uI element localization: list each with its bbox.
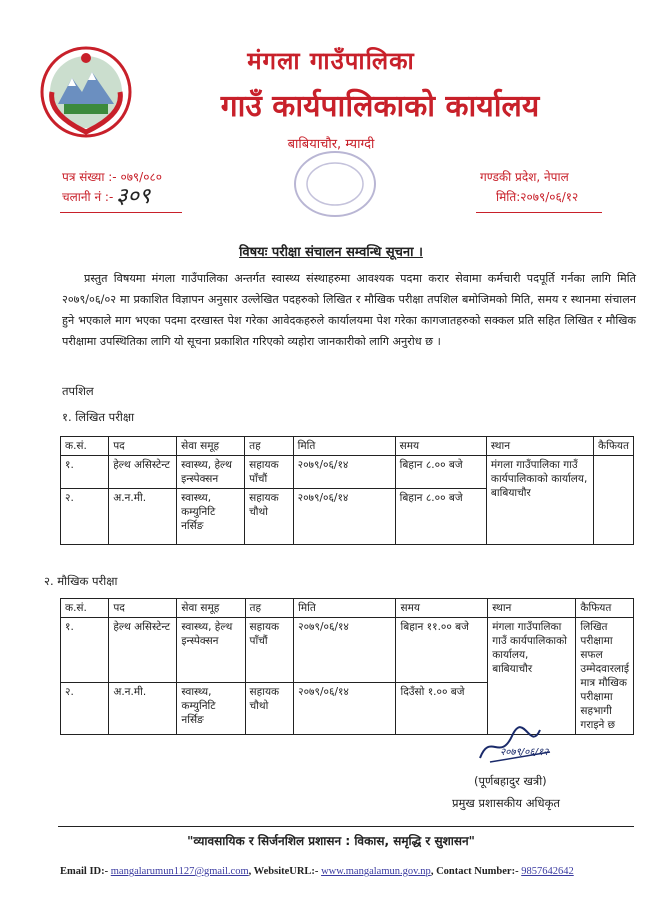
table-header-row [61, 599, 634, 618]
col-group: सेवा समूह [177, 599, 245, 618]
cell-post: अ.न.मी. [109, 489, 177, 545]
cell-post: अ.न.मी. [109, 683, 177, 735]
col-group: सेवा समूह [177, 437, 245, 456]
col-place: स्थान [486, 437, 593, 456]
notice-subject: विषयः परीक्षा संचालन सम्वन्धि सूचना । [239, 245, 423, 260]
tapsil-label: तपशिल [62, 384, 94, 398]
cell-sn: १. [61, 618, 109, 683]
col-level: तह [245, 437, 294, 456]
cell-level: सहायक पाँचौं [245, 456, 294, 489]
cell-sn: २. [61, 683, 109, 735]
col-time: समय [395, 437, 486, 456]
dispatch-number: ३०९ [116, 184, 151, 209]
cell-sn: २. [61, 489, 109, 545]
signatory-name: (पूर्णबहादुर खत्री) [474, 774, 547, 788]
table-row [61, 456, 634, 489]
cell-level: सहायक पाँचौं [245, 618, 294, 683]
footer-rule [58, 826, 634, 827]
header-rule-right [476, 212, 602, 213]
cell-date: २०७९/०६/१४ [293, 456, 395, 489]
footer-slogan: "व्यावसायिक र सिर्जनशिल प्रशासन : विकास, समृद्धि र सुशासन" [187, 834, 475, 848]
cell-group: स्वास्थ्य, कम्युनिटि नर्सिङ [177, 489, 245, 545]
office-stamp [290, 148, 380, 220]
cell-time: दिउँसो १.०० बजे [396, 683, 488, 735]
col-post: पद [109, 599, 177, 618]
cell-time: बिहान ११.०० बजे [396, 618, 488, 683]
notice-body [62, 268, 636, 352]
cell-post: हेल्थ असिस्टेन्ट [109, 456, 177, 489]
signature-date: २०७९/०६/१२ [500, 747, 549, 758]
written-exam-heading: १. लिखित परीक्षा [62, 410, 135, 424]
contact-label: , Contact Number:- [430, 866, 519, 877]
office-address: बाबियाचौर, म्याग्दी [287, 137, 375, 152]
letter-date: मिति:२०७९/०६/१२ [496, 190, 579, 204]
cell-sn: १. [61, 456, 109, 489]
cell-date: २०७९/०६/१४ [294, 683, 396, 735]
oral-exam-table [60, 598, 634, 735]
province: गण्डकी प्रदेश, नेपाल [480, 170, 569, 184]
cell-date: २०७९/०६/१४ [293, 489, 395, 545]
email-link[interactable]: mangalarumun1127@gmail.com [110, 866, 249, 877]
table-row [61, 618, 634, 683]
cell-place: मंगला गाउँपालिका गाउँ कार्यपालिकाको कार्यालय, बाबियाचौर [488, 618, 576, 735]
cell-time: बिहान ८.०० बजे [395, 456, 486, 489]
col-post: पद [109, 437, 177, 456]
cell-group: स्वास्थ्य, हेल्थ इन्स्पेक्सन [177, 618, 245, 683]
cell-post: हेल्थ असिस्टेन्ट [109, 618, 177, 683]
col-date: मिति [294, 599, 396, 618]
email-label: Email ID:- [60, 866, 109, 877]
signatory-title: प्रमुख प्रशासकीय अधिकृत [452, 796, 560, 810]
body-paragraph: प्रस्तुत विषयमा मंगला गाउँपालिका अन्तर्गत स्वास्थ्य संस्थाहरुमा आवश्यक पदमा करार सेवामा कर्मचारी पदपूर्ति गर्नका लागि मिति २०७९/०६/०२ मा प्रकाशित विज्ञापन अनुसार उल्लेखित पदहरुको लिखित र मौखिक परीक्षा तपशिल बमोजिमको मिति, समय र स्थानमा संचालन हुने भएकाले माग भएका पदमा दरखास्त पेश गरेका आवेदकहरुले कार्यालयमा पेश गरेका कागजातहरुको सक्कल प्रति सहित लिखित र मौखिक परीक्षामा उपस्थितिका लागि यो सूचना प्रकाशित गरिएको व्यहोरा जानकारीको लागि अनुरोध छ । [62, 272, 636, 348]
contact-number[interactable]: 9857642642 [521, 866, 574, 877]
col-sn: क.सं. [61, 437, 109, 456]
cell-remark [594, 456, 634, 545]
written-exam-table [60, 436, 634, 545]
cell-group: स्वास्थ्य, कम्युनिटि नर्सिङ [177, 683, 245, 735]
cell-level: सहायक चौथो [245, 683, 294, 735]
contact-line [60, 866, 620, 877]
cell-group: स्वास्थ्य, हेल्थ इन्स्पेक्सन [177, 456, 245, 489]
cell-place: मंगला गाउँपालिका गाउँ कार्यपालिकाको कार्यालय, बाबियाचौर [486, 456, 593, 545]
municipality-name: मंगला गाउँपालिका [247, 47, 415, 75]
cell-time: बिहान ८.०० बजे [395, 489, 486, 545]
cell-remark: लिखित परीक्षामा सफल उम्मेदवारलाई मात्र मौखिक परीक्षामा सहभागी गराइने छ [576, 618, 634, 735]
col-sn: क.सं. [61, 599, 109, 618]
reference-number: पत्र संख्या :- ०७९/०८० [62, 170, 162, 184]
col-remark: कैफियत [576, 599, 634, 618]
cell-date: २०७९/०६/१४ [294, 618, 396, 683]
col-date: मिति [293, 437, 395, 456]
cell-level: सहायक चौथो [245, 489, 294, 545]
website-label: , WebsiteURL:- [248, 866, 319, 877]
table-header-row [61, 437, 634, 456]
office-name: गाउँ कार्यपालिकाको कार्यालय [220, 89, 540, 124]
col-remark: कैफियत [594, 437, 634, 456]
col-place: स्थान [488, 599, 576, 618]
oral-exam-heading: २. मौखिक परीक्षा [44, 574, 118, 588]
col-level: तह [245, 599, 294, 618]
dispatch-label: चलानी नं :- [62, 190, 114, 204]
header-rule-left [60, 212, 182, 213]
website-link[interactable]: www.mangalamun.gov.np [321, 866, 431, 877]
col-time: समय [396, 599, 488, 618]
